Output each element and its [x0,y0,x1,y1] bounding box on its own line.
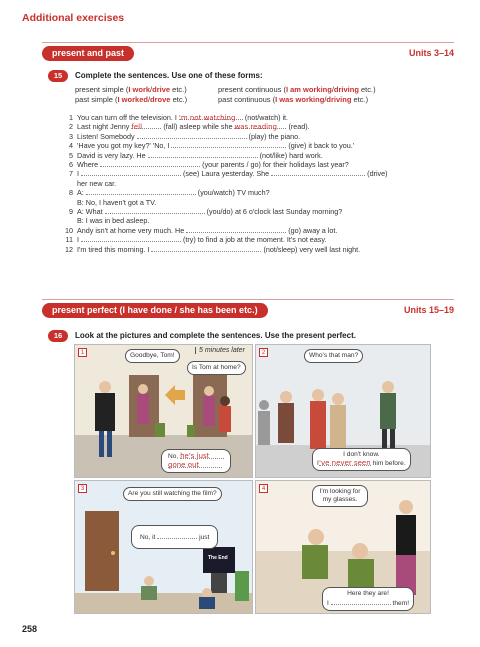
picture-panel-4 [255,480,431,614]
units-label: Units 15–19 [403,305,454,315]
panel-number: 3 [78,484,87,493]
exercise-line: 1 You can turn off the television. I 'm not watching (not/watch) it. [69,113,289,122]
picture-panel-1 [74,344,253,478]
exercise-number-16: 16 [48,330,68,342]
exercise-line: 11 I (try) to find a job at the moment. It's not easy. [65,235,327,245]
exercise-instruction: Complete the sentences. Use one of these forms: [75,71,263,80]
exercise-line: 9 A: What (you/do) at 6 o'clock last Sunday morning? [69,207,343,217]
exercise-line: 5 David is very lazy. He (not/like) hard work. [69,150,323,160]
exercise-line: 12 I'm tired this morning. I (not/sleep) very well last night. [65,244,361,254]
exercise-line: her new car. [77,178,117,188]
exercise-line: 7 I (see) Laura yesterday. She (drive) [69,169,388,179]
picture-panel-3 [74,480,253,614]
section-title: present and past [42,46,134,61]
exercise-instruction: Look at the pictures and complete the sentences. Use the present perfect. [75,331,356,340]
speech-bubble: Is Tom at home? [187,361,246,375]
tv-screen-text: The End [208,555,228,561]
exercise-line: 3 Listen! Somebody (play) the piano. [69,131,301,141]
page-number: 258 [22,624,38,634]
forms-list-right: present continuous (I am working/driving etc.) past continuous (I was working/driving etc.) [218,85,376,104]
speech-bubble: I'm looking for my glasses. [312,485,368,507]
panel-number: 2 [259,348,268,357]
exercise-lines [62,113,388,254]
speech-bubble: Goodbye, Tom! [125,349,180,363]
exercise-line: 10 Andy isn't at home very much. He (go) away a lot. [65,225,338,235]
exercise-line: 8 A: (you/watch) TV much? [69,188,270,198]
section-band-present-past [42,42,454,58]
units-label: Units 3–14 [408,48,454,58]
section-header: Additional exercises [22,12,125,24]
exercise-line: 2 Last night Jenny fell (fall) asleep while she was reading (read). [69,122,310,132]
exercise-line: B: No, I haven't got a TV. [77,197,157,207]
picture-panel-2 [255,344,431,478]
exercise-line: 4 'Have you got my key?' 'No, I (give) it back to you.' [69,141,355,151]
exercise-line: B: I was in bed asleep. [77,216,150,226]
exercise-number-15: 15 [48,70,68,82]
speech-bubble: Are you still watching the film? [123,487,222,501]
section-band-present-perfect [42,299,454,315]
panel-number: 1 [78,348,87,357]
time-caption: 5 minutes later [195,347,245,354]
exercise-line: 6 Where (your parents / go) for their holidays last year? [69,160,349,170]
speech-bubble-answer: I don't know. I've never seen him before. [312,448,411,471]
section-title: present perfect (I have done / she has been etc.) [42,303,268,318]
speech-bubble: Who's that man? [304,349,363,363]
speech-bubble-answer: Here they are! I them! [322,587,414,611]
panel-number: 4 [259,484,268,493]
forms-list: present simple (I work/drive etc.) past simple (I worked/drove etc.) [75,85,188,104]
speech-bubble-answer: No, he's just gone out [161,449,231,473]
speech-bubble-answer: No, it just [131,525,218,549]
